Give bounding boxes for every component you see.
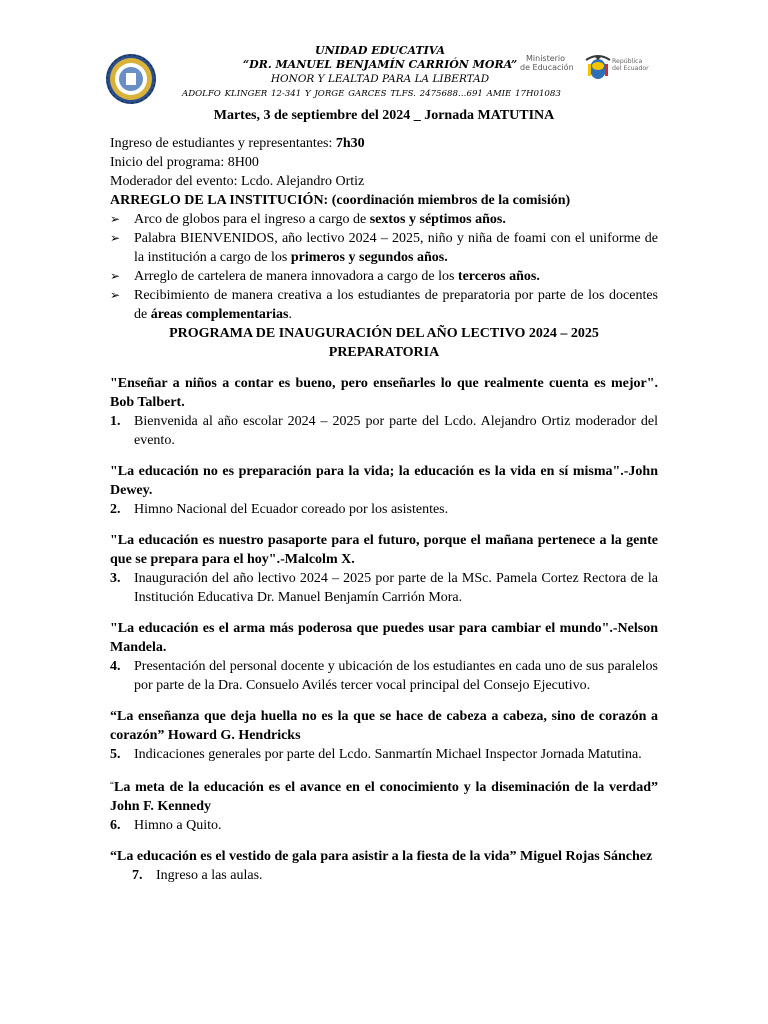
ingreso-line — [110, 134, 658, 153]
ingreso-label: Ingreso de estudiantes y representantes: — [110, 136, 336, 151]
republic-line-1: República — [612, 58, 643, 65]
arrow-bullet-icon: ➢ — [110, 231, 121, 245]
program-item: 2. Himno Nacional del Ecuador coreado por los asistentes. — [110, 502, 449, 517]
program-item: 4. Presentación del personal docente y ubicación de los estudiantes en cada uno de sus paralelos por parte de la Dra. Consuelo Avilés tercer vocal principal del Consejo Ejecutivo. — [110, 659, 658, 693]
program-title-line-2: PREPARATORIA — [328, 345, 440, 360]
republic-logo — [584, 52, 656, 82]
school-type: UNIDAD EDUCATIVA — [315, 44, 445, 57]
arrow-bullet-icon: ➢ — [110, 288, 121, 302]
republic-line-2: del Ecuador — [612, 65, 649, 72]
quote: "La educación no es preparación para la vida; la educación es la vida en sí misma".-John Dewey. — [110, 464, 658, 498]
moderador-line: Moderador del evento: Lcdo. Alejandro Ortiz — [110, 174, 365, 189]
arrow-bullet-icon: ➢ — [110, 212, 121, 226]
date-line: Martes, 3 de septiembre del 2024 _ Jornada MATUTINA — [213, 108, 555, 123]
quote: "La educación es el arma más poderosa que puedes usar para cambiar el mundo".-Nelson Mandela. — [110, 621, 658, 655]
arreglo-list — [110, 210, 658, 324]
ingreso-time: 7h30 — [335, 136, 365, 151]
program-item: 1. Bienvenida al año escolar 2024 – 2025 por parte del Lcdo. Alejandro Ortiz moderador del evento. — [110, 414, 658, 448]
program-title-line-1: PROGRAMA DE INAUGURACIÓN DEL AÑO LECTIVO 2024 – 2025 — [169, 326, 599, 341]
list-item: ➢ Arco de globos para el ingreso a cargo de sextos y séptimos años. — [110, 212, 506, 227]
program-item: 6. Himno a Quito. — [110, 818, 222, 833]
quote: "La educación es nuestro pasaporte para el futuro, porque el mañana pertenece a la gente que se prepara para el hoy".-Malcolm X. — [110, 533, 658, 567]
school-seal-icon — [105, 53, 157, 105]
arreglo-title: ARREGLO DE LA INSTITUCIÓN: (coordinación miembros de la comisión) — [110, 193, 571, 208]
program-title — [110, 324, 658, 362]
list-item: ➢ Recibimiento de manera creativa a los estudiantes de preparatoria por parte de los docentes de áreas complementarias. — [110, 288, 658, 322]
school-motto: HONOR Y LEALTAD PARA LA LIBERTAD — [270, 73, 490, 85]
republic-text — [612, 58, 649, 72]
program-item: 5. Indicaciones generales por parte del Lcdo. Sanmartín Michael Inspector Jornada Matutina. — [110, 747, 642, 762]
list-item: ➢ Palabra BIENVENIDOS, año lectivo 2024 – 2025, niño y niña de foami con el uniforme de la institución a cargo de los primeros y segundos años. — [110, 231, 658, 265]
ministry-line-1: Ministerio — [526, 54, 566, 63]
quote: “La educación es el vestido de gala para asistir a la fiesta de la vida” Miguel Rojas Sánchez — [110, 849, 653, 864]
quote: “La enseñanza que deja huella no es la que se hace de cabeza a cabeza, sino de corazón a corazón” Howard G. Hendricks — [110, 709, 658, 743]
arrow-bullet-icon: ➢ — [110, 269, 121, 283]
quote: “La meta de la educación es el avance en el conocimiento y la diseminación de la verdad” John F. Kennedy — [110, 780, 658, 814]
program-item: 3. Inauguración del año lectivo 2024 – 2025 por parte de la MSc. Pamela Cortez Rectora de la Institución Educativa Dr. Manuel Benjamín Carrión Mora. — [110, 571, 658, 605]
ecuador-coat-of-arms-icon — [584, 52, 612, 82]
program-item: 7. Ingreso a las aulas. — [132, 868, 263, 883]
list-item: ➢ Arreglo de cartelera de manera innovadora a cargo de los terceros años. — [110, 269, 540, 284]
document-body — [110, 134, 658, 885]
ministry-logo — [520, 54, 582, 82]
ministry-line-2: de Educación — [520, 63, 574, 72]
school-address: ADOLFO KLINGER 12-341 Y JORGE GARCES TLFS. 2475688…691 AMIE 17H01083 — [182, 89, 561, 99]
quote: "Enseñar a niños a contar es bueno, pero enseñarles lo que realmente cuenta es mejor". Bob Talbert. — [110, 376, 658, 410]
school-name: “DR. MANUEL BENJAMÍN CARRIÓN MORA” — [242, 58, 518, 71]
letterhead — [0, 40, 768, 106]
inicio-line: Inicio del programa: 8H00 — [110, 155, 259, 170]
